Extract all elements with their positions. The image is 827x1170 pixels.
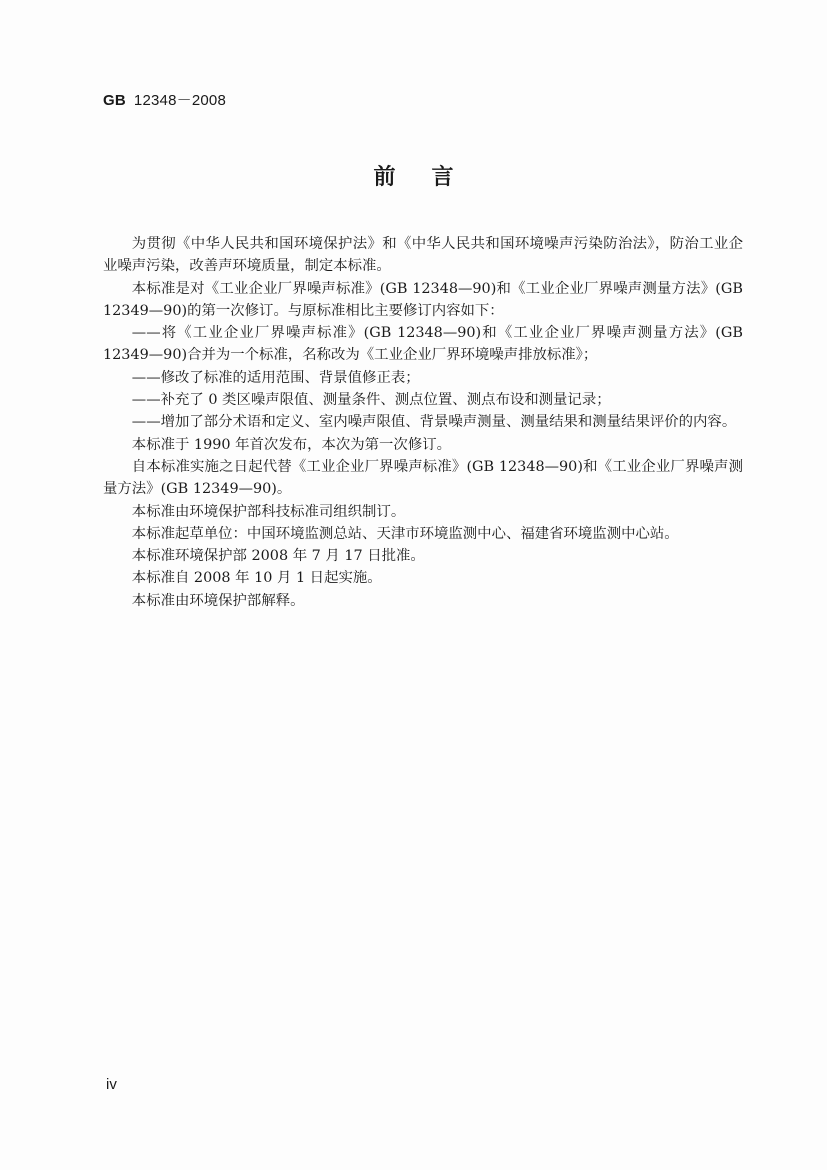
paragraph-interpretation: 本标准由环境保护部解释。: [131, 592, 305, 609]
paragraph-approval: 本标准环境保护部 2008 年 7 月 17 日批准。: [131, 548, 425, 565]
paragraph-organizer: 本标准由环境保护部科技标准司组织制订。: [131, 503, 406, 520]
paragraph-purpose: 为贯彻《中华人民共和国环境保护法》和《中华人民共和国环境噪声污染防治法》，防治工业企业噪声污染，改善声环境质量，制定本标准。: [103, 236, 743, 275]
standard-number: 12348－2008: [133, 92, 226, 109]
page-title: 前言: [373, 165, 490, 190]
paragraph-drafting-units: 本标准起草单位：中国环境监测总站、天津市环境监测中心、福建省环境监测中心站。: [131, 525, 679, 542]
standard-code: [103, 89, 226, 110]
paragraph-first-publication: 本标准于 1990 年首次发布，本次为第一次修订。: [131, 436, 451, 453]
revision-item-additions: ——增加了部分术语和定义、室内噪声限值、背景噪声测量、测量结果和测量结果评价的内容。: [131, 414, 737, 431]
revision-item-supplement: ——补充了 0 类区噪声限值、测量条件、测点位置、测点布设和测量记录；: [131, 392, 611, 409]
revision-item-scope: ——修改了标准的适用范围、背景值修正表；: [131, 369, 420, 386]
page-number: iv: [106, 1076, 117, 1093]
revision-item-merge: ——将《工业企业厂界噪声标准》(GB 12348—90)和《工业企业厂界噪声测量方法》(GB 12349—90)合并为一个标准，名称改为《工业企业厂界环境噪声排放标准》；: [103, 325, 743, 364]
foreword-body: [103, 233, 743, 612]
paragraph-replacement: 自本标准实施之日起代替《工业企业厂界噪声标准》(GB 12348—90)和《工业企业厂界噪声测量方法》(GB 12349—90)。: [103, 458, 743, 498]
standard-prefix: GB: [103, 92, 126, 109]
paragraph-revision: 本标准是对《工业企业厂界噪声标准》(GB 12348—90)和《工业企业厂界噪声测量方法》(GB 12349—90)的第一次修订。与原标准相比主要修订内容如下：: [103, 280, 743, 319]
paragraph-effective-date: 本标准自 2008 年 10 月 1 日起实施。: [131, 570, 382, 587]
